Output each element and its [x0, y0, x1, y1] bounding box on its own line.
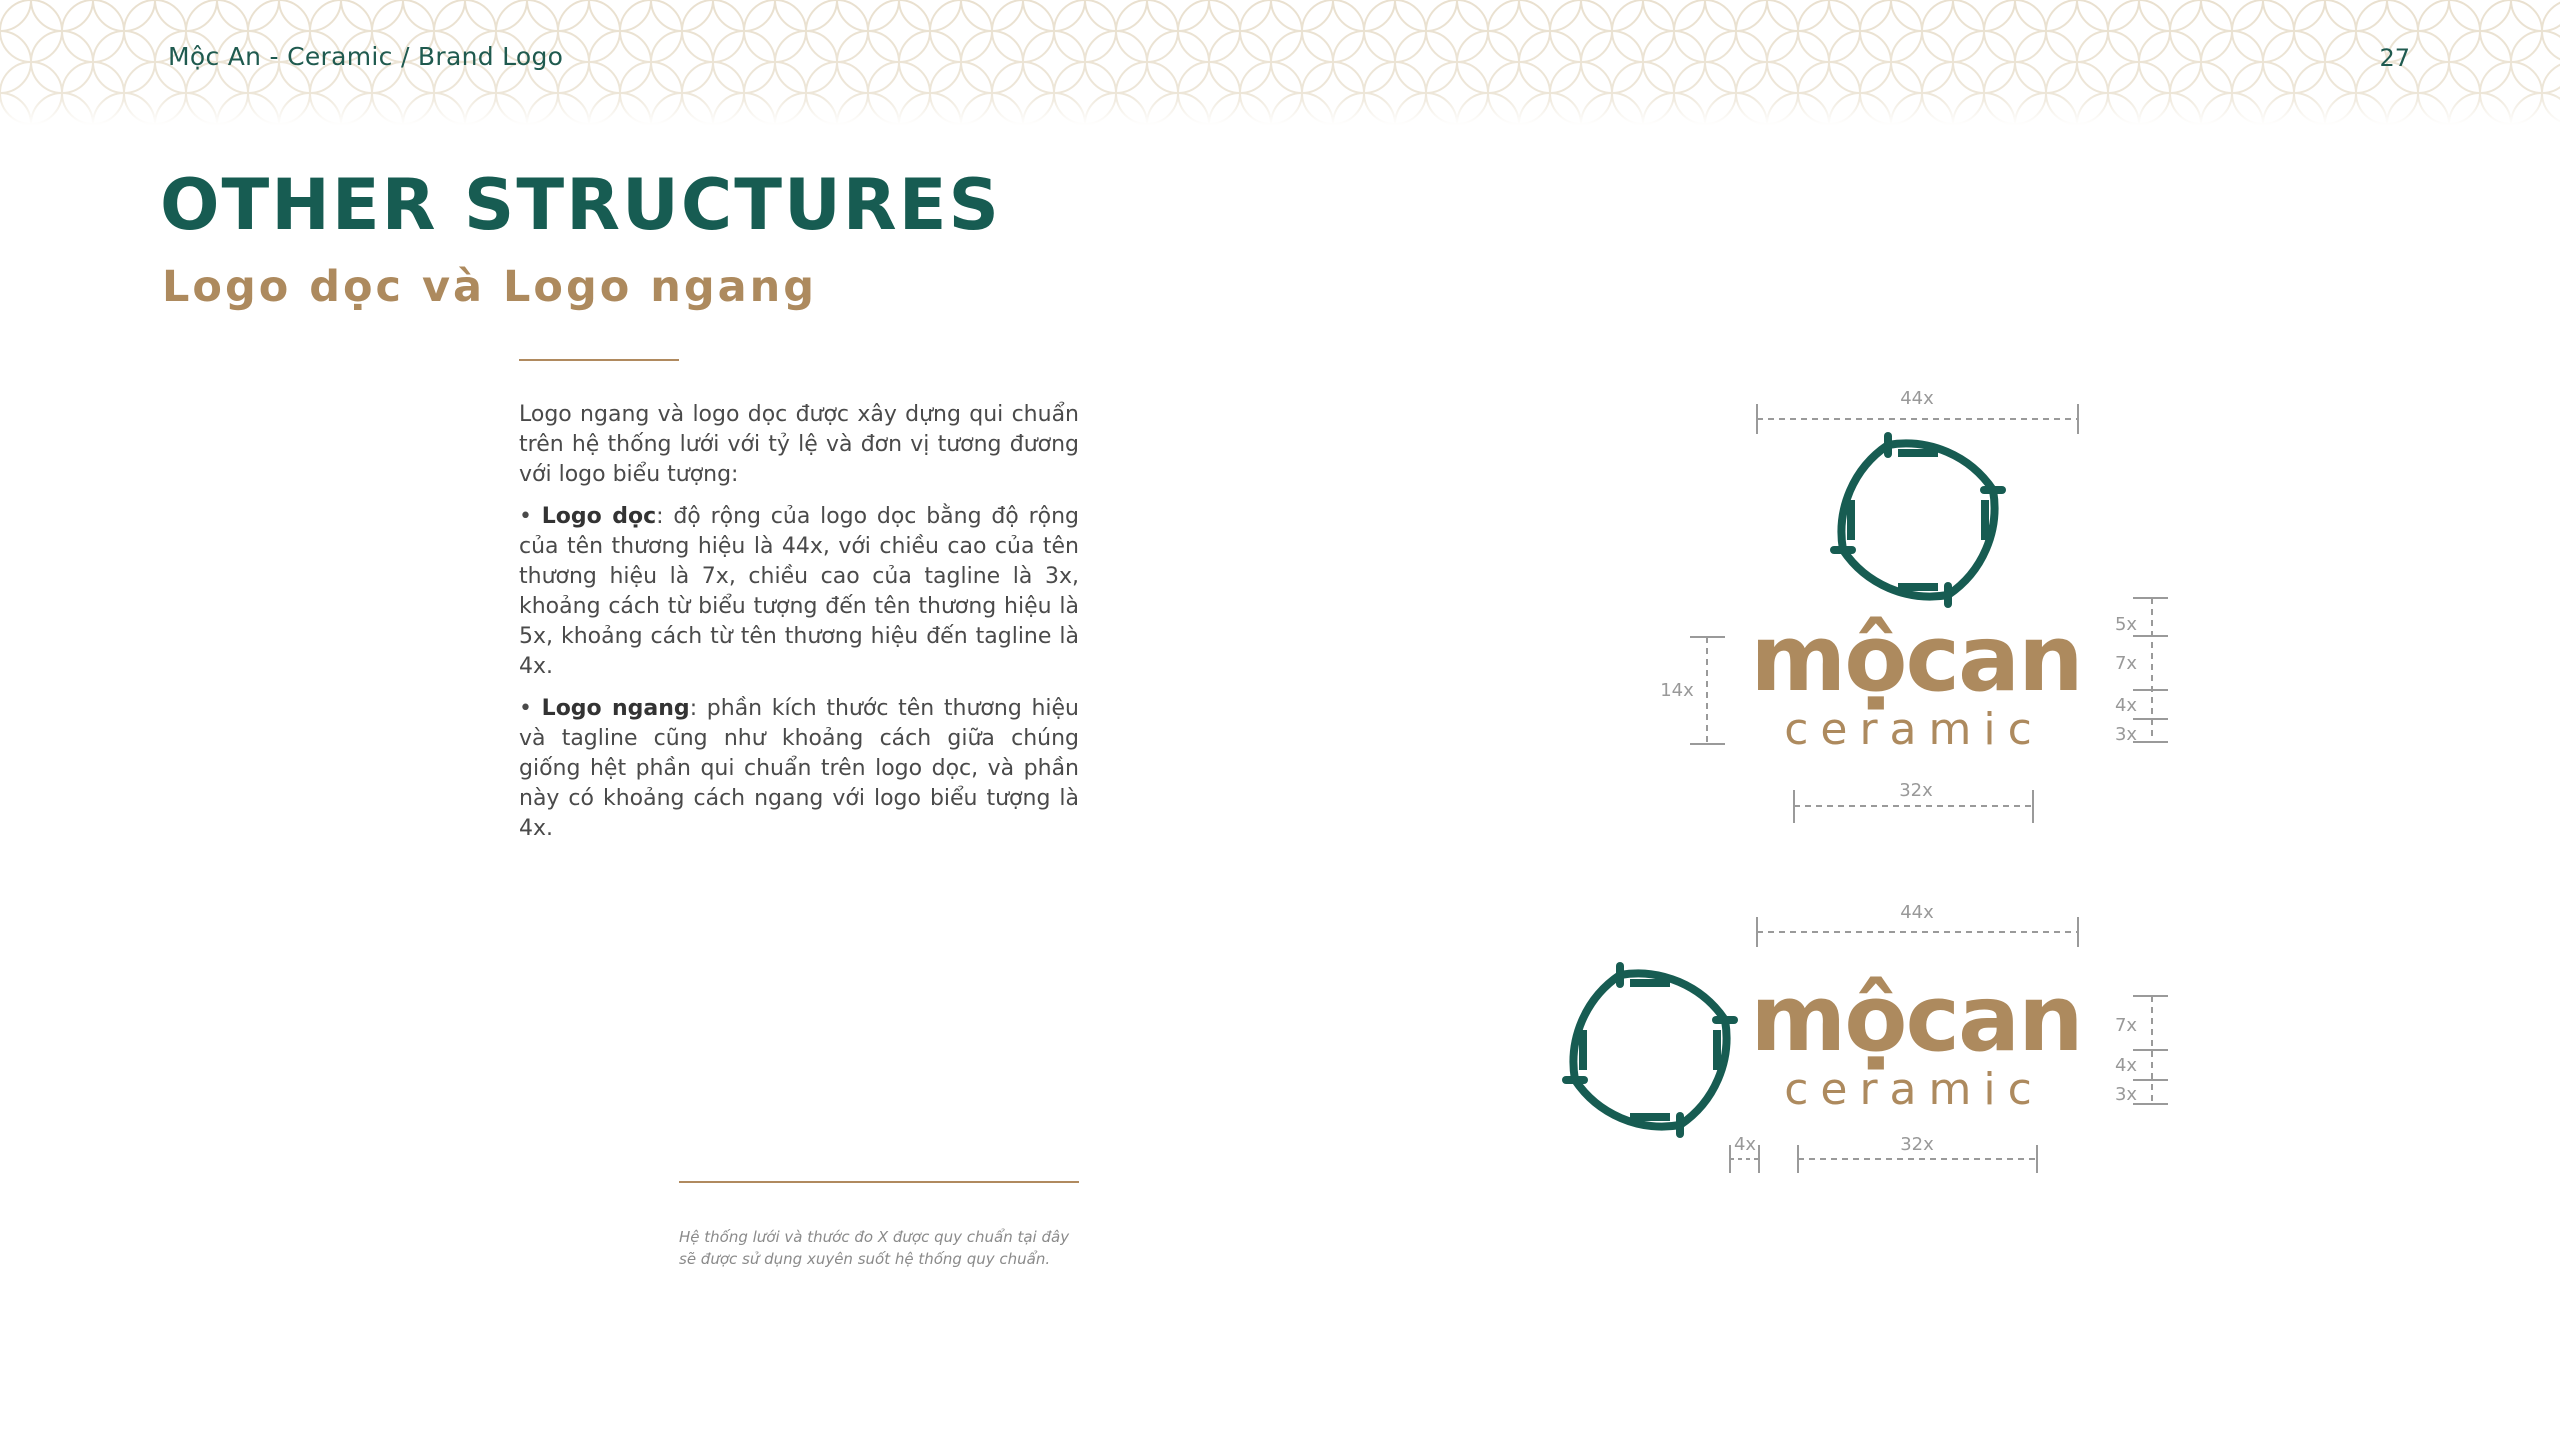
dim-right-2: 7x	[2114, 653, 2138, 674]
brand-name: mộcan	[1750, 605, 2082, 712]
dim-width-top: 44x	[1900, 388, 1934, 409]
dim-right-1: 5x	[2114, 614, 2138, 635]
page-subtitle: Logo dọc và Logo ngang	[162, 262, 818, 312]
dim-gap: 4x	[1733, 1134, 1757, 1155]
tagline: ceramic	[1784, 704, 2044, 755]
brand-name: mộcan	[1750, 965, 2082, 1072]
page-title: OTHER STRUCTURES	[160, 164, 1001, 246]
dim-right-4: 3x	[2114, 724, 2138, 745]
footnote-line-2: sẽ được sử dụng xuyên suốt hệ thống quy chuẩn.	[679, 1250, 1051, 1268]
footnote-line-1: Hệ thống lưới và thước đo X được quy chuẩn tại đây	[679, 1228, 1070, 1246]
logo-symbol-icon	[1834, 436, 2002, 604]
dim-right-2: 4x	[2114, 1055, 2138, 1076]
logo-symbol-icon	[1566, 966, 1734, 1134]
horizontal-logo-term: Logo ngang	[541, 696, 690, 721]
intro-paragraph: Logo ngang và logo dọc được xây dựng qui chuẩn trên hệ thống lưới với tỷ lệ và đơn vị tương đương với logo biểu tượng:	[519, 402, 1079, 487]
vertical-logo	[1750, 436, 2081, 755]
dim-height-left: 14x	[1660, 680, 1694, 701]
page-number: 27	[2379, 44, 2410, 72]
dim-width-bottom: 32x	[1899, 780, 1933, 801]
tagline: ceramic	[1784, 1064, 2044, 1115]
header-breadcrumb: Mộc An - Ceramic / Brand Logo	[168, 42, 564, 71]
bullet: •	[519, 504, 532, 529]
dim-right-1: 7x	[2114, 1015, 2138, 1036]
dim-right-3: 4x	[2114, 695, 2138, 716]
dim-width-bottom: 32x	[1900, 1134, 1934, 1155]
vertical-logo-desc: : độ rộng của logo dọc bằng độ rộng của tên thương hiệu là 44x, với chiều cao của tên thương hiệu là 7x, chiều cao của tagline là 3x, khoảng cách từ biểu tượng đến tên thương hiệu là 5x, khoảng cách từ tên thương hiệu đến tagline là 4x.	[519, 504, 1079, 679]
dim-right-3: 3x	[2114, 1084, 2138, 1105]
horizontal-logo	[1566, 965, 2082, 1134]
horizontal-logo-desc: : phần kích thước tên thương hiệu và tagline cũng như khoảng cách giữa chúng giống hệt phần qui chuẩn trên logo dọc, và phần này có khoảng cách ngang với logo biểu tượng là 4x.	[519, 696, 1079, 841]
bullet: •	[519, 696, 532, 721]
vertical-logo-term: Logo dọc	[541, 504, 657, 529]
dim-width-top: 44x	[1900, 902, 1934, 923]
